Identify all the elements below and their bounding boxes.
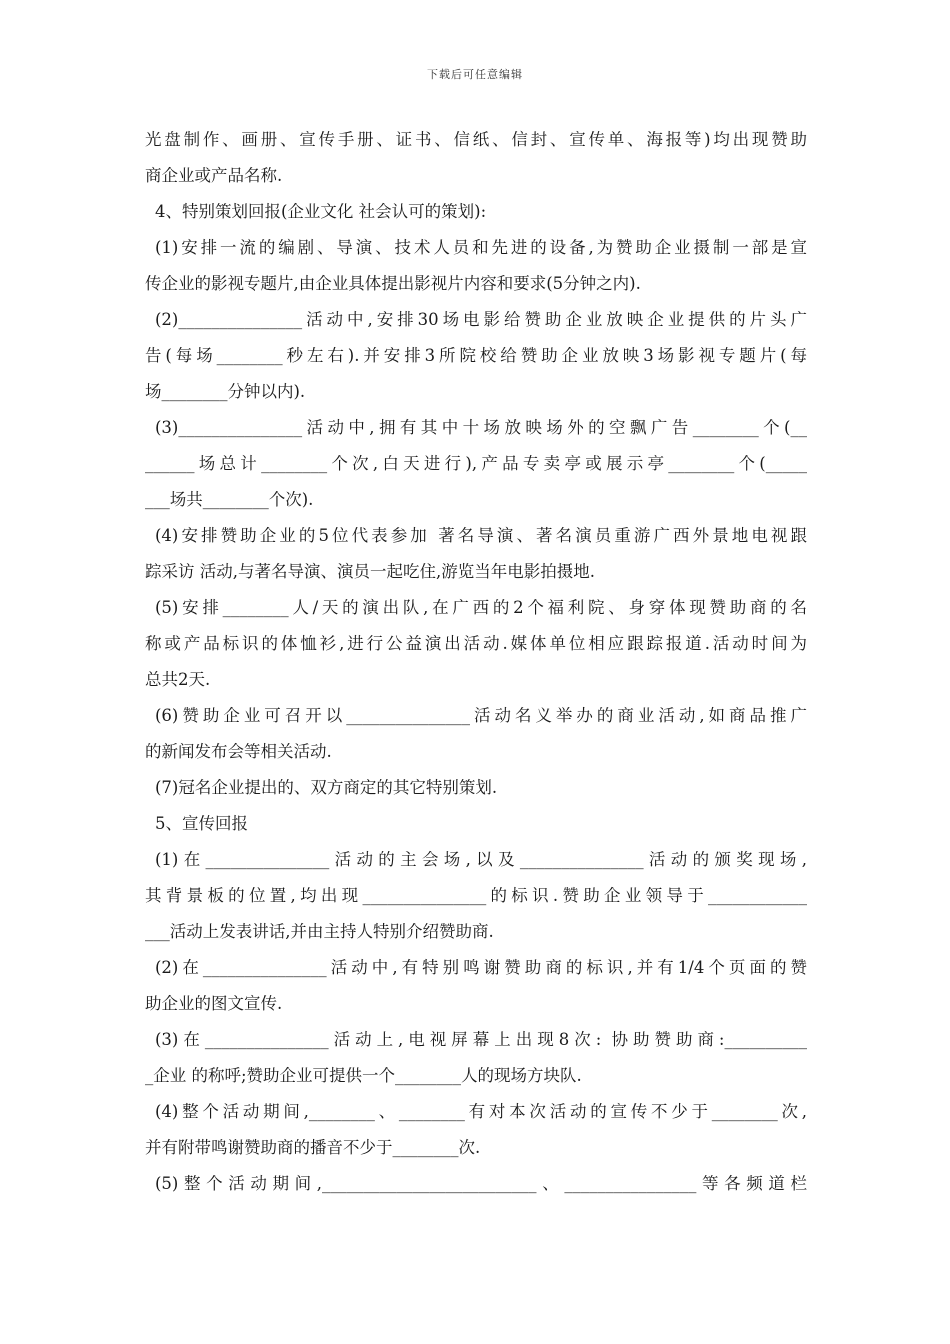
text-line: 光盘制作、画册、宣传手册、证书、信纸、信封、宣传单、海报等)均出现赞助	[145, 130, 807, 149]
text-line: 告(每场________秒左右).并安排3所院校给赞助企业放映3场影视专题片(每	[145, 346, 807, 365]
text-line: 踪采访 活动,与著名导演、演员一起吃住,游览当年电影拍摄地.	[145, 562, 595, 581]
text-line: 5、宣传回报	[155, 814, 248, 833]
text-line: (3)在_______________活动上,电视屏幕上出现8次: 协助赞助商:__________	[155, 1030, 807, 1049]
text-line: _企业 的称呼;赞助企业可提供一个________人的现场方块队.	[145, 1066, 582, 1085]
document-body	[145, 122, 807, 1202]
text-line: (5)安排________人/天的演出队,在广西的2个福利院、身穿体现赞助商的名	[155, 598, 807, 617]
text-line: (3)_______________活动中,拥有其中十场放映场外的空飘广告________个(__	[155, 418, 807, 437]
text-line: (7)冠名企业提出的、双方商定的其它特别策划.	[155, 778, 498, 797]
text-line: (4)整个活动期间,________、________有对本次活动的宣传不少于________次,	[155, 1102, 807, 1121]
text-line: 称或产品标识的体恤衫,进行公益演出活动.媒体单位相应跟踪报道.活动时间为	[145, 634, 807, 653]
text-line: 并有附带鸣谢赞助商的播音不少于________次.	[145, 1138, 481, 1157]
text-line: (6)赞助企业可召开以_______________活动名义举办的商业活动,如商品推广	[155, 706, 807, 725]
page-header: 下载后可任意编辑	[427, 68, 523, 81]
text-line: (1)在_______________活动的主会场,以及_______________活动的颁奖现场,	[155, 850, 807, 869]
text-line: 商企业或产品名称.	[145, 166, 283, 185]
text-line: 总共2天.	[145, 670, 211, 689]
text-line: 的新闻发布会等相关活动.	[145, 742, 332, 761]
text-line: (2)在_______________活动中,有特别鸣谢赞助商的标识,并有1/4个页面的赞	[155, 958, 807, 977]
text-line: ___活动上发表讲话,并由主持人特别介绍赞助商.	[145, 922, 494, 941]
text-line: 传企业的影视专题片,由企业具体提出影视片内容和要求(5分钟之内).	[145, 274, 641, 293]
text-line: 4、特别策划回报(企业文化 社会认可的策划):	[155, 202, 487, 221]
text-line: 助企业的图文宣传.	[145, 994, 283, 1013]
text-line: (2)_______________活动中,安排30场电影给赞助企业放映企业提供的片头广	[155, 310, 807, 329]
text-line: (1)安排一流的编剧、导演、技术人员和先进的设备,为赞助企业摄制一部是宣	[155, 238, 807, 257]
text-line: ___场共________个次).	[145, 490, 314, 509]
text-line: 其背景板的位置,均出现_______________的标识.赞助企业领导于____________	[145, 886, 807, 905]
text-line: (5)整个活动期间,__________________________、________________等各频道栏	[155, 1174, 807, 1193]
text-line: 场________分钟以内).	[145, 382, 306, 401]
text-line: ______场总计________个次,白天进行),产品专卖亭或展示亭________个(_____	[145, 454, 807, 473]
text-line: (4)安排赞助企业的5位代表参加 著名导演、著名演员重游广西外景地电视跟	[155, 526, 807, 545]
